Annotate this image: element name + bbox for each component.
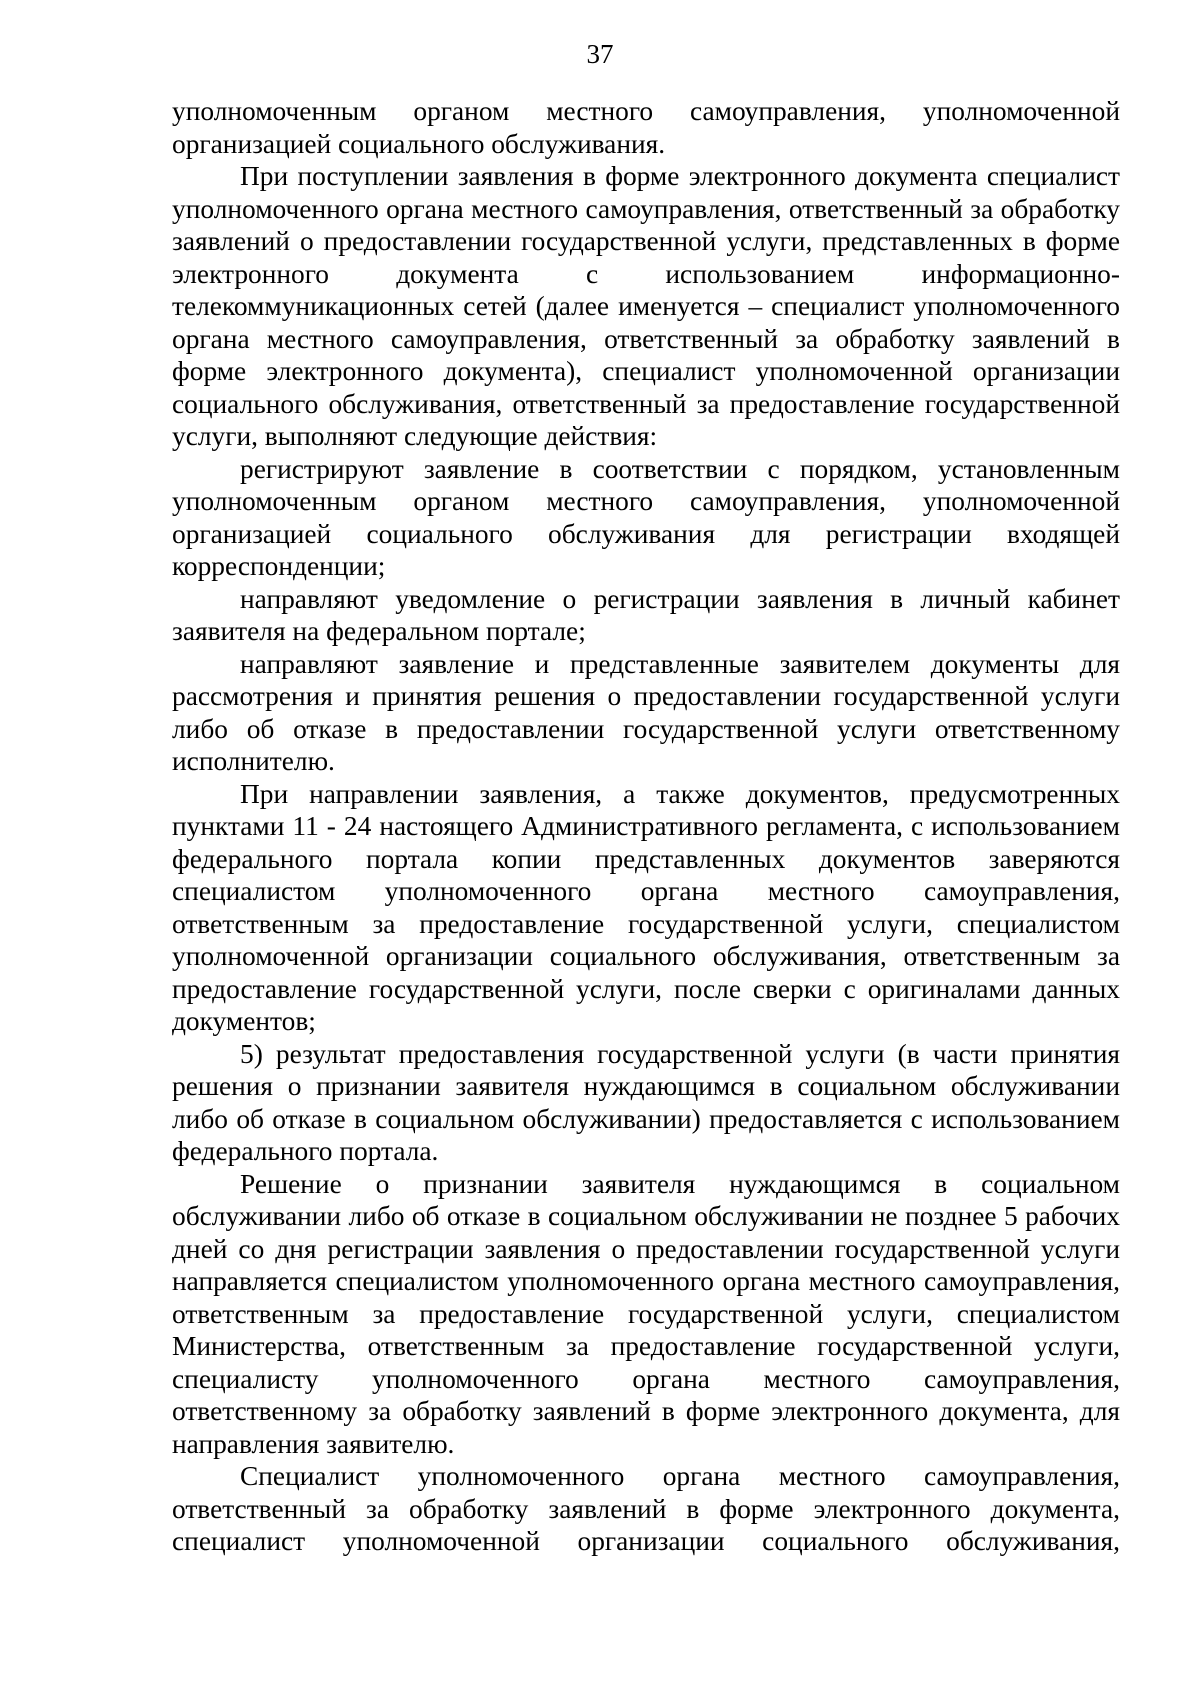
paragraph-send-notification: направляют уведомление о регистрации заявления в личный кабинет заявителя на федеральном портале; <box>172 583 1120 646</box>
paragraph-specialist-continued: Специалист уполномоченного органа местного самоуправления, ответственный за обработку заявлений в форме электронного документа, специалист уполномоченной организации социального обслуживания, <box>172 1461 1120 1556</box>
paragraph-result-item-5: 5) результат предоставления государственной услуги (в части принятия решения о признании заявителя нуждающимся в социальном обслуживании либо об отказе в социальном обслуживании) предоставляется с использованием федерального портала. <box>172 1038 1120 1166</box>
paragraph-continuation: уполномоченным органом местного самоуправления, уполномоченной организацией социального обслуживания. <box>172 96 1120 159</box>
paragraph-decision-delivery: Решение о признании заявителя нуждающимся в социальном обслуживании либо об отказе в социальном обслуживании не позднее 5 рабочих дней со дня регистрации заявления о предоставлении государственной услуги направляется специалистом уполномоченного органа местного самоуправления, ответственным за предоставление государственной услуги, специалистом Министерства, ответственным за предоставление государственной услуги, специалисту уполномоченного органа местного самоуправления, ответственному за обработку заявлений в форме электронного документа, для направления заявителю. <box>172 1168 1120 1459</box>
document-body <box>172 95 1120 1558</box>
paragraph-electronic-application: При поступлении заявления в форме электронного документа специалист уполномоченного органа местного самоуправления, ответственный за обработку заявлений о предоставлении государственной услуги, представленных в форме электронного документа с использованием информационно-телекоммуникационных сетей (далее именуется – специалист уполномоченного органа местного самоуправления, ответственный за обработку заявлений в форме электронного документа), специалист уполномоченной организации социального обслуживания, ответственный за предоставление государственной услуги, выполняют следующие действия: <box>172 161 1120 451</box>
paragraph-certify-copies: При направлении заявления, а также документов, предусмотренных пунктами 11 - 24 настоящего Административного регламента, с использованием федерального портала копии представленных документов заверяются специалистом уполномоченного органа местного самоуправления, ответственным за предоставление государственной услуги, специалистом уполномоченной организации социального обслуживания, ответственным за предоставление государственной услуги, после сверки с оригиналами данных документов; <box>172 778 1120 1036</box>
paragraph-forward-documents: направляют заявление и представленные заявителем документы для рассмотрения и принятия решения о предоставлении государственной услуги либо об отказе в предоставлении государственной услуги ответственному исполнителю. <box>172 648 1120 776</box>
page-number: 37 <box>586 39 614 69</box>
paragraph-register-application: регистрируют заявление в соответствии с порядком, установленным уполномоченным органом местного самоуправления, уполномоченной организацией социального обслуживания для регистрации входящей корреспонденции; <box>172 453 1120 581</box>
